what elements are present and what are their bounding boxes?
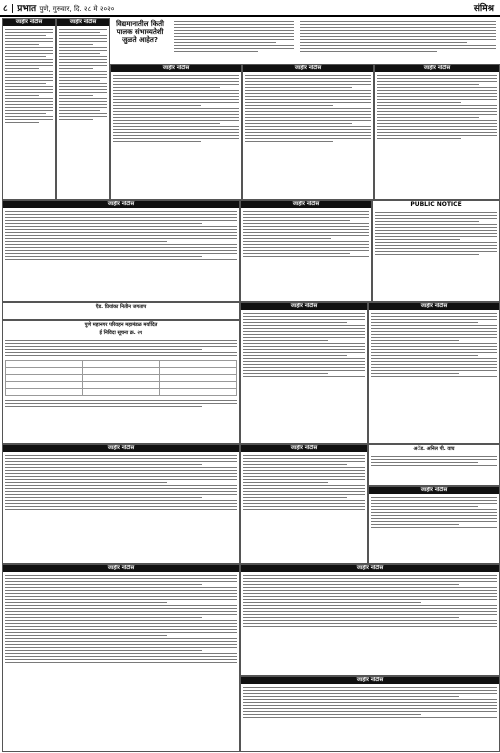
page-number: ८ — [3, 4, 8, 14]
notice-title: जाहीर नोटीस — [3, 445, 239, 452]
tender-table — [5, 360, 237, 396]
notice-col1-top — [2, 18, 56, 200]
notice-title: जाहीर नोटीस — [369, 487, 499, 494]
notice-wide-mid — [240, 200, 372, 302]
notice-title: जाहीर नोटीस — [243, 65, 373, 72]
top-text-strip — [172, 18, 296, 62]
advocate-name: अॅड. अनिल पी. वाघ — [413, 446, 455, 452]
paper-name: प्रभात — [17, 4, 37, 14]
notice-title: जाहीर नोटीस — [111, 65, 241, 72]
lawyer-strip — [2, 302, 240, 320]
section-name: संमिश्र — [473, 4, 494, 14]
notice-right-mid — [368, 302, 500, 444]
tender-org: पुणे महानगर परिवहन महामंडळ मर्यादित — [84, 322, 158, 328]
notice-foot-left — [2, 564, 240, 752]
notice-middle-left — [110, 64, 242, 200]
notice-bottom-left — [2, 444, 240, 564]
notice-wide-left — [2, 200, 240, 302]
notice-title: जाहीर नोटीस — [241, 565, 499, 572]
notice-title: जाहीर नोटीस — [241, 303, 367, 310]
top-text-strip-right — [298, 18, 498, 62]
notice-title: जाहीर नोटीस — [241, 445, 367, 452]
headline-box — [110, 18, 170, 62]
public-notice-title: PUBLIC NOTICE — [410, 201, 462, 208]
headline-text: विद्यमानातील किती पालक संभाव्यतेशी जुळते आहेत? — [116, 20, 164, 44]
notice-middle-right — [242, 64, 374, 200]
notice-title: जाहीर नोटीस — [375, 65, 499, 72]
page-number-and-title: ८ | प्रभात पुणे, गुरुवार, दि. २८ मे २०२० — [3, 4, 115, 14]
notice-title: जाहीर नोटीस — [241, 201, 371, 208]
notice-last — [240, 676, 500, 752]
tender-notice — [2, 320, 240, 444]
notice-title: जाहीर नोटीस — [3, 19, 55, 26]
advocate-box — [368, 444, 500, 486]
notice-foot-right — [240, 564, 500, 676]
notice-bottom-mid — [240, 444, 368, 564]
notice-mid-band — [240, 302, 368, 444]
edition-info: पुणे, गुरुवार, दि. २८ मे २०२० — [39, 5, 115, 13]
notice-col2-top — [56, 18, 110, 200]
notice-title: जाहीर नोटीस — [57, 19, 109, 26]
notice-title: जाहीर नोटीस — [3, 565, 239, 572]
notice-bottom-right — [368, 486, 500, 564]
lawyer-name: ऍड. प्रियांका नितीन जगताप — [95, 304, 147, 310]
tender-number: ई निविदा सूचना क्र. २१ — [99, 330, 143, 336]
public-notice-box — [372, 200, 500, 302]
notice-title: जाहीर नोटीस — [241, 677, 499, 684]
page-header — [0, 0, 500, 17]
notice-right-top — [374, 64, 500, 200]
notice-title: जाहीर नोटीस — [369, 303, 499, 310]
notice-title: जाहीर नोटीस — [3, 201, 239, 208]
